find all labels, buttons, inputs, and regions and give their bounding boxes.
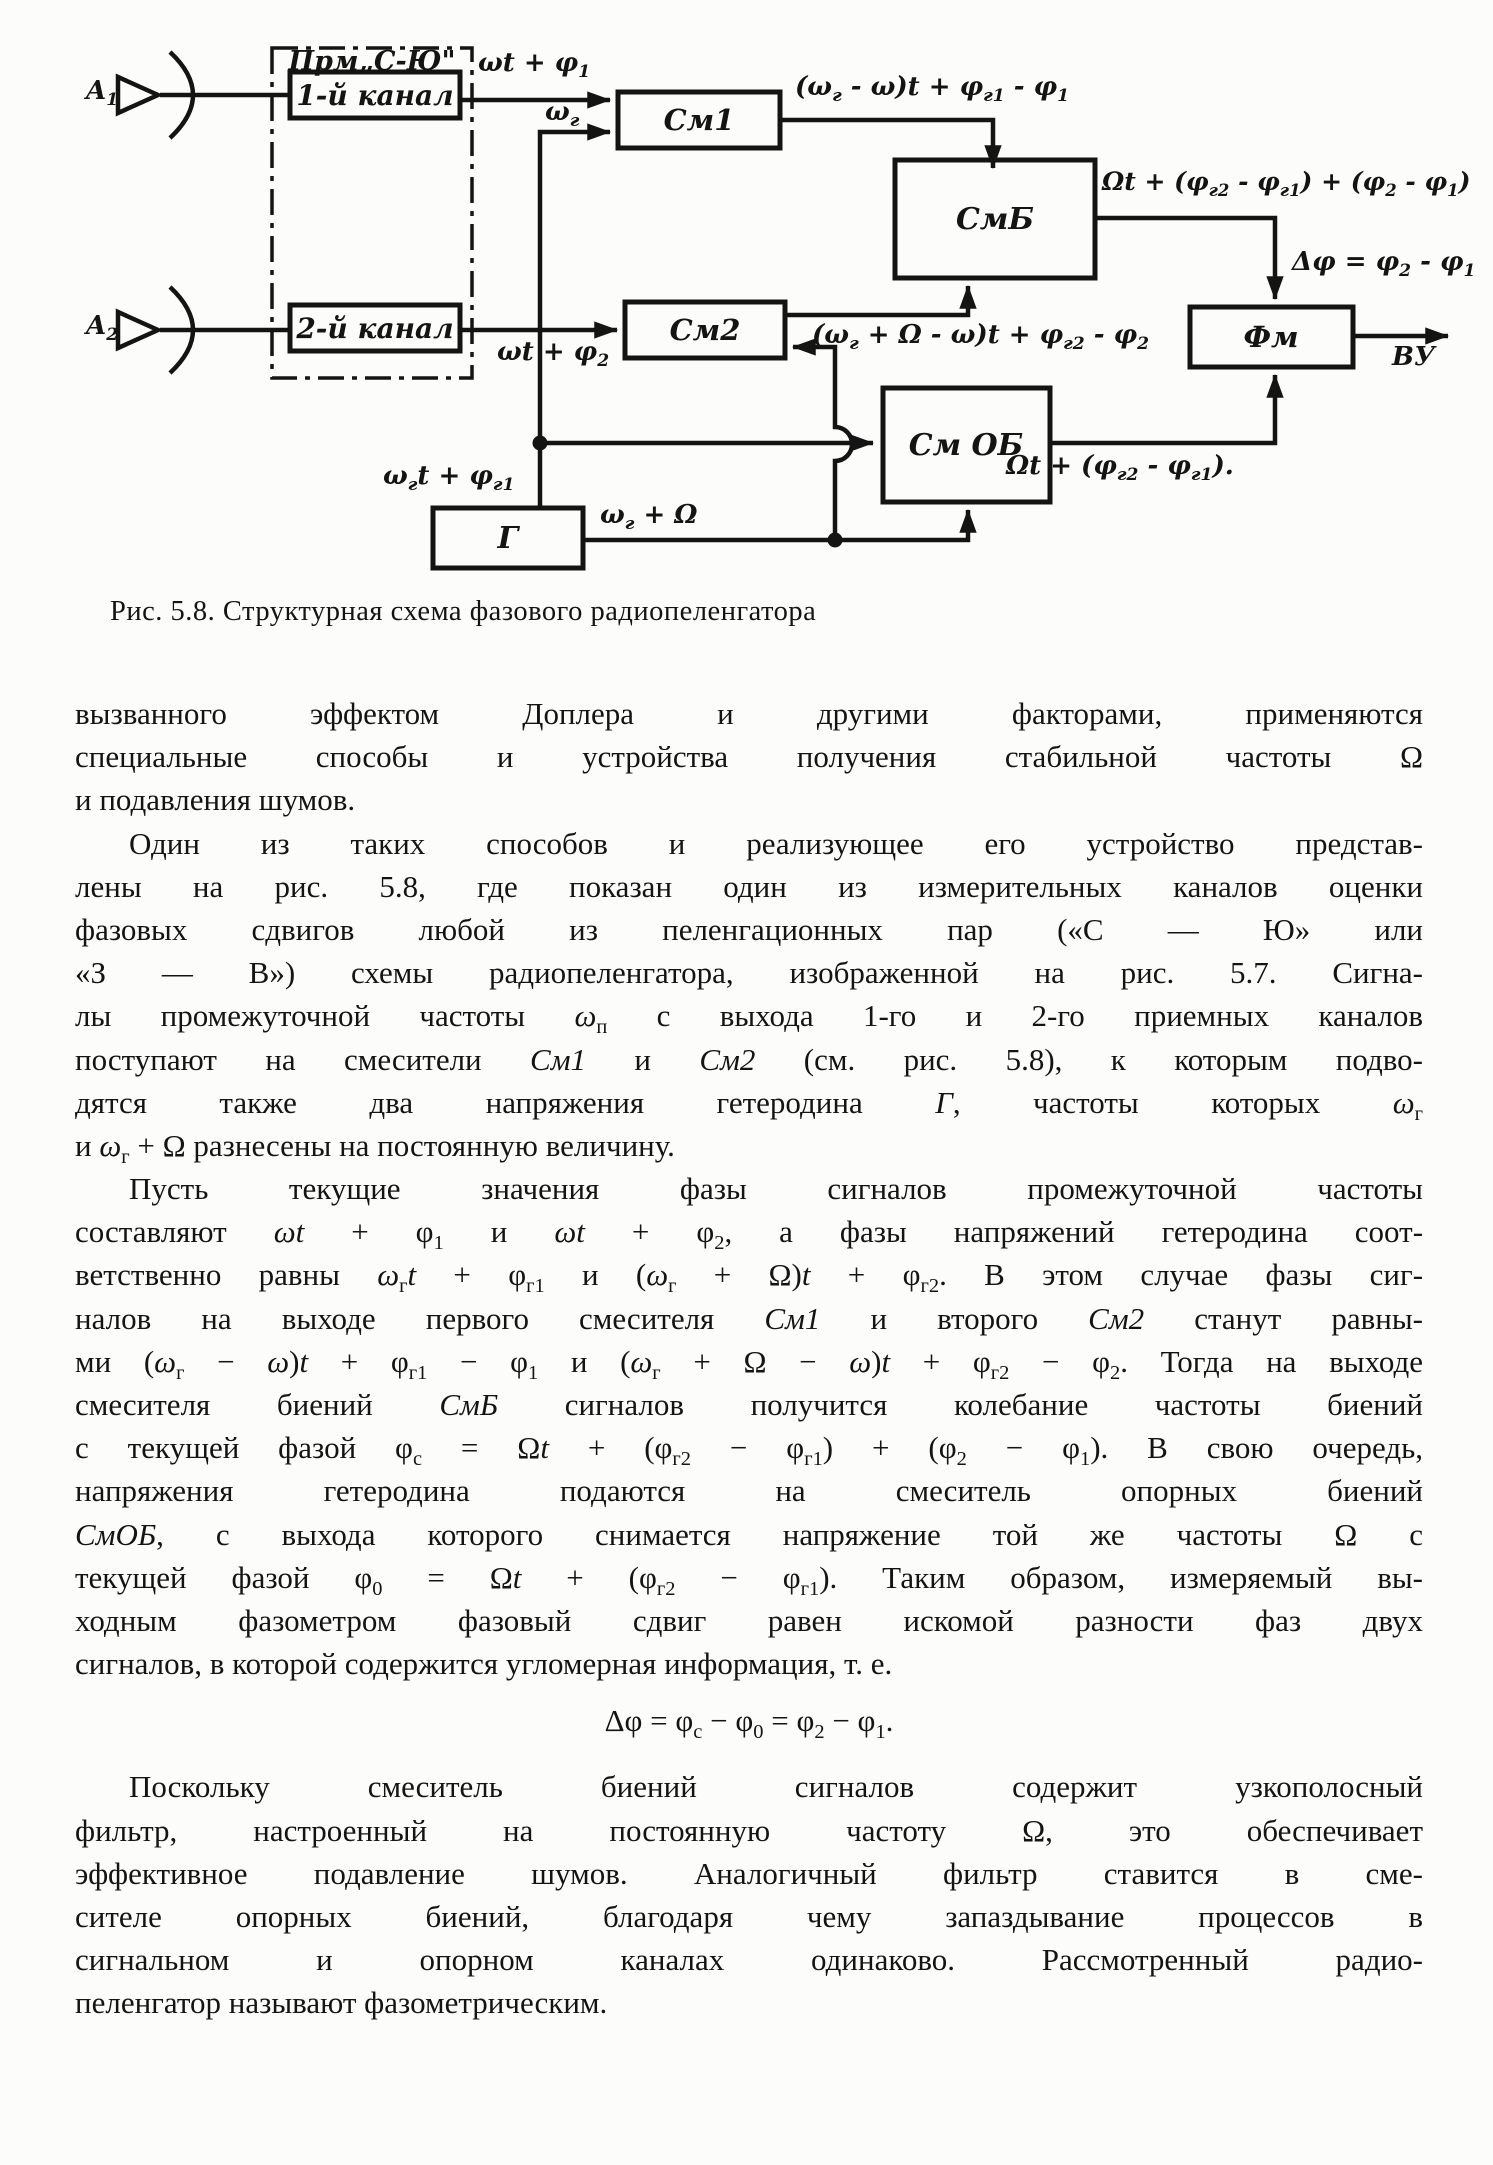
label-phase-meter: Фм (1243, 320, 1299, 354)
text-line: с текущей фазой $\varphi_с = \Omega t + (\varphi_{г2} - \varphi_{г1}) + (\varphi_2 - \varphi_1)$. В свою очередь, (75, 1430, 1423, 1470)
antenna1-label: $A_1$ (86, 76, 119, 111)
body-text (75, 692, 1423, 2024)
junction-dot-2 (828, 533, 843, 548)
signal-mixer2-out: $(\omega_г + \Omega - \omega)t + \varphi_{г2} - \varphi_2$ (812, 320, 1150, 355)
signal-lo1: $\omega_г$ (545, 97, 580, 132)
signal-beat-out: $\Omega t + (\varphi_{г2} - \varphi_{г1}) + (\varphi_2 - \varphi_1)$ (1102, 167, 1471, 200)
text-line: ходным фазометром фазовый сдвиг равен искомой разности фаз двух (75, 1602, 1423, 1638)
text-line: эффективное подавление шумов. Аналогичный фильтр ставится в сме- (75, 1855, 1423, 1891)
antenna1-icon (118, 77, 158, 113)
text-line: ми $(\omega_г - \omega)t + \varphi_{г1} - \varphi_1$ и $(\omega_г + \Omega - \omega)t + \varphi_{г2} - \varphi_2$. Тогда на выходе (75, 1343, 1423, 1383)
antenna2-label: $A_2$ (86, 311, 119, 346)
text-line: ветственно равны $\omega_гt + \varphi_{г1}$ и $(\omega_г + \Omega)t + \varphi_{г2}$. В этом случае фазы сиг- (75, 1257, 1423, 1297)
signal-lo-phase: $\omega_гt + \varphi_{г1}$ (383, 461, 515, 496)
figure-5-8 (0, 0, 1493, 660)
text-line: сигнальном и опорном каналах одинаково. Рассмотренный радио- (75, 1942, 1423, 1978)
wire-smb-fm (1095, 218, 1275, 299)
label-mixer2: См2 (669, 313, 741, 347)
text-line: сителе опорных биений, благодаря чему запаздывание процессов в (75, 1898, 1423, 1934)
text-line: и подавления шумов. (75, 782, 356, 818)
antenna2-icon (118, 312, 158, 348)
signal-delta-phi: $\Delta\varphi = \varphi_2 - \varphi_1$ (1292, 247, 1476, 282)
wire-smob-fm (1050, 375, 1275, 443)
text-line: вызванного эффектом Доплера и другими факторами, применяются (75, 696, 1423, 731)
text-line: текущей фазой $\varphi_0 = \Omega t + (\varphi_{г2} - \varphi_{г1})$. Таким образом, измеряемый вы- (75, 1559, 1423, 1599)
text-line: напряжения гетеродина подаются на смеситель опорных биений (75, 1473, 1423, 1509)
signal-if2: $\omega t + \varphi_2$ (497, 337, 610, 372)
diagram-svg (0, 0, 1493, 585)
signal-ref-out: $\Omega t + (\varphi_{г2} - \varphi_{г1})$. (1006, 451, 1234, 486)
text-line: Пусть текущие значения фазы сигналов промежуточной частоты (129, 1171, 1423, 1207)
wire-sm2-smb (785, 286, 968, 315)
phase-difference-formula: $\Delta\varphi = \varphi_с - \varphi_0 = \varphi_2 - \varphi_1$. (604, 1703, 894, 1744)
label-receiver-group: Прм„С-Ю" (288, 46, 456, 77)
text-line: дятся также два напряжения гетеродина Г, частоты которых $\omega_г$ (75, 1084, 1423, 1124)
signal-if1: $\omega t + \varphi_1$ (478, 48, 591, 83)
text-line: смесителя биений СмБ сигналов получится колебание частоты биений (75, 1387, 1423, 1422)
text-line: «З — В») схемы радиопеленгатора, изображенной на рис. 5.7. Сигна- (75, 955, 1423, 991)
signal-lo2: $\omega_г + \Omega$ (600, 500, 698, 535)
text-line: лены на рис. 5.8, где показан один из измерительных каналов оценки (75, 868, 1423, 904)
junction-dot-1 (533, 436, 548, 451)
output-device-label: ВУ (1392, 342, 1436, 372)
text-line: лы промежуточной частоты $\omega_п$ с выхода 1-го и 2-го приемных каналов (75, 998, 1423, 1038)
label-oscillator: Г (497, 521, 519, 556)
wire-osc-sm1 (540, 132, 610, 508)
text-line: фильтр, настроенный на постоянную частоту Ω, это обеспечивает (75, 1812, 1423, 1848)
text-line: специальные способы и устройства получения стабильной частоты Ω (75, 739, 1423, 775)
text-line: пеленгатор называют фазометрическим. (75, 1985, 608, 2021)
text-line: фазовых сдвигов любой из пеленгационных пар («С — Ю» или (75, 911, 1423, 947)
text-line: и $\omega_г + \Omega$ разнесены на постоянную величину. (75, 1127, 675, 1168)
label-channel2: 2-й канал (296, 312, 454, 345)
figure-caption: Рис. 5.8. Структурная схема фазового радиопеленгатора (110, 596, 817, 627)
label-mixer1: См1 (663, 103, 735, 137)
text-line: Поскольку смеситель биений сигналов содержит узкополосный (129, 1769, 1423, 1805)
signal-mixer1-out: $(\omega_г - \omega)t + \varphi_{г1} - \varphi_1$ (795, 72, 1070, 107)
text-line: налов на выходе первого смесителя См1 и второго См2 станут равны- (75, 1300, 1423, 1336)
text-line: Один из таких способов и реализующее его устройство представ- (129, 825, 1423, 861)
text-line: СмОБ, с выхода которого снимается напряжение той же частоты Ω с (75, 1516, 1423, 1552)
label-beat-mixer: СмБ (955, 202, 1035, 237)
text-line: сигналов, в которой содержится угломерная информация, т. е. (75, 1646, 893, 1682)
label-ref-beat-mixer: См ОБ (908, 428, 1024, 463)
text-line: составляют $\omega t + \varphi_1$ и $\omega t + \varphi_2$, а фазы напряжений гетеродина соот- (75, 1214, 1423, 1254)
text-line: поступают на смесители См1 и См2 (см. рис. 5.8), к которым подво- (75, 1041, 1423, 1077)
label-channel1: 1-й канал (296, 79, 454, 112)
